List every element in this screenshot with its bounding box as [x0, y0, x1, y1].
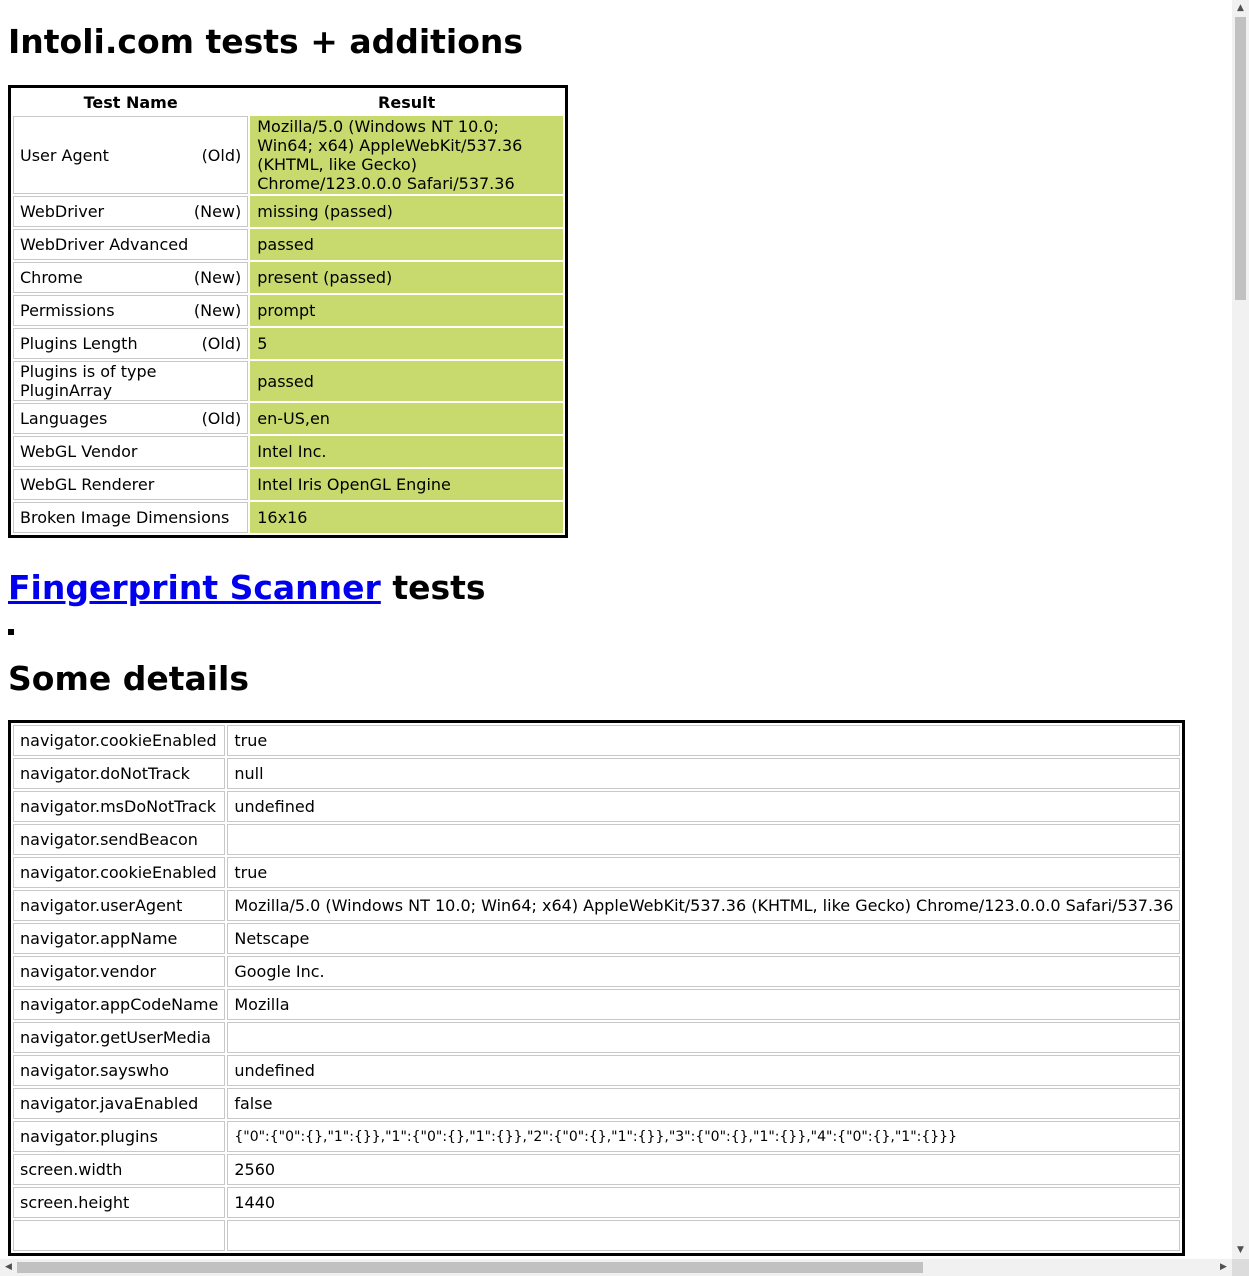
- table-row: [13, 1022, 1180, 1053]
- scroll-down-icon[interactable]: ▼: [1237, 1245, 1244, 1255]
- table-row: [13, 116, 563, 194]
- detail-key: navigator.getUserMedia: [13, 1022, 225, 1053]
- table-row: [13, 196, 563, 227]
- vertical-scrollbar[interactable]: [1232, 0, 1249, 1259]
- test-name: WebGL Renderer: [20, 475, 155, 494]
- table-row: [13, 923, 1180, 954]
- test-result: prompt: [250, 295, 563, 326]
- details-heading: Some details: [8, 659, 250, 698]
- table-row: [13, 502, 563, 533]
- detail-value: Mozilla: [227, 989, 1180, 1020]
- detail-value: true: [227, 725, 1180, 756]
- scroll-up-icon[interactable]: ▲: [1237, 3, 1244, 13]
- test-tag: (New): [193, 268, 242, 287]
- column-header-result: Result: [378, 92, 436, 112]
- detail-value: [227, 1220, 1180, 1251]
- test-name: WebDriver: [20, 202, 105, 221]
- detail-key: navigator.appCodeName: [13, 989, 225, 1020]
- test-name: Broken Image Dimensions: [20, 508, 230, 527]
- test-name: WebDriver Advanced: [20, 235, 189, 254]
- test-name: Languages: [20, 409, 108, 428]
- test-name: Plugins Length: [20, 334, 138, 353]
- table-row: [13, 229, 563, 260]
- detail-key: navigator.plugins: [13, 1121, 225, 1152]
- scroll-right-icon[interactable]: ▶: [1220, 1262, 1227, 1272]
- test-name: Plugins is of type PluginArray: [20, 362, 157, 400]
- horizontal-scroll-thumb[interactable]: [17, 1262, 923, 1273]
- table-row: [13, 1187, 1180, 1218]
- detail-value: Mozilla/5.0 (Windows NT 10.0; Win64; x64) AppleWebKit/537.36 (KHTML, like Gecko) Chrome/123.0.0.0 Safari/537.36: [227, 890, 1180, 921]
- table-row: [13, 758, 1180, 789]
- detail-value: Google Inc.: [227, 956, 1180, 987]
- detail-key: [13, 1220, 225, 1251]
- table-row: [13, 1055, 1180, 1086]
- test-tag: (New): [193, 301, 242, 320]
- fingerprint-scanner-link[interactable]: Fingerprint Scanner: [8, 568, 381, 607]
- test-result: passed: [250, 229, 563, 260]
- detail-value: false: [227, 1088, 1180, 1119]
- detail-key: navigator.sayswho: [13, 1055, 225, 1086]
- detail-key: navigator.cookieEnabled: [13, 725, 225, 756]
- test-tag: (Old): [201, 409, 242, 428]
- detail-value: true: [227, 857, 1180, 888]
- detail-value: 1440: [227, 1187, 1180, 1218]
- test-result: present (passed): [250, 262, 563, 293]
- table-row: [13, 989, 1180, 1020]
- test-name: WebGL Vendor: [20, 442, 138, 461]
- test-result: Intel Inc.: [250, 436, 563, 467]
- detail-value: undefined: [227, 791, 1180, 822]
- table-row: [13, 262, 563, 293]
- test-tag: (New): [193, 202, 242, 221]
- test-result: en-US,en: [250, 403, 563, 434]
- detail-key: navigator.appName: [13, 923, 225, 954]
- detail-key: navigator.javaEnabled: [13, 1088, 225, 1119]
- scroll-left-icon[interactable]: ◀: [5, 1262, 12, 1272]
- table-row: [13, 725, 1180, 756]
- detail-value: [227, 1022, 1180, 1053]
- detail-value: 2560: [227, 1154, 1180, 1185]
- table-row: [13, 1121, 1180, 1152]
- test-name: User Agent: [20, 145, 109, 165]
- column-header-test-name: Test Name: [83, 92, 178, 112]
- detail-value: null: [227, 758, 1180, 789]
- test-result: 16x16: [250, 502, 563, 533]
- table-row: [13, 1154, 1180, 1185]
- table-row: [13, 361, 563, 401]
- fingerprint-heading-suffix: tests: [380, 568, 486, 607]
- table-row: [13, 1220, 1180, 1251]
- test-result: passed: [250, 361, 563, 401]
- test-result: 5: [250, 328, 563, 359]
- detail-key: navigator.vendor: [13, 956, 225, 987]
- detail-value: {"0":{"0":{},"1":{}},"1":{"0":{},"1":{}},"2":{"0":{},"1":{}},"3":{"0":{},"1":{}},"4":{"0":{},"1":{}}}: [227, 1121, 1180, 1152]
- table-row: [13, 890, 1180, 921]
- detail-key: navigator.cookieEnabled: [13, 857, 225, 888]
- table-row: [13, 956, 1180, 987]
- details-table: [8, 720, 1185, 1256]
- test-name: Chrome: [20, 268, 83, 287]
- intoli-tests-table: [8, 85, 568, 538]
- table-row: [13, 1088, 1180, 1119]
- table-row: [13, 824, 1180, 855]
- scrollbar-corner: [1232, 1259, 1249, 1276]
- table-row: [13, 857, 1180, 888]
- detail-value: [227, 824, 1180, 855]
- vertical-scroll-thumb[interactable]: [1235, 17, 1246, 300]
- test-result: Mozilla/5.0 (Windows NT 10.0; Win64; x64) AppleWebKit/537.36 (KHTML, like Gecko) Chrome/123.0.0.0 Safari/537.36: [250, 116, 563, 194]
- table-row: [13, 328, 563, 359]
- table-row: [13, 403, 563, 434]
- fingerprint-heading: [8, 568, 486, 608]
- table-row: [13, 469, 563, 500]
- detail-key: navigator.msDoNotTrack: [13, 791, 225, 822]
- test-tag: (Old): [201, 334, 242, 353]
- detail-key: navigator.doNotTrack: [13, 758, 225, 789]
- table-row: [13, 436, 563, 467]
- list-bullet: [8, 629, 14, 635]
- table-row: [13, 791, 1180, 822]
- detail-value: undefined: [227, 1055, 1180, 1086]
- detail-key: screen.width: [13, 1154, 225, 1185]
- detail-key: navigator.sendBeacon: [13, 824, 225, 855]
- horizontal-scrollbar[interactable]: [0, 1259, 1232, 1276]
- detail-key: navigator.userAgent: [13, 890, 225, 921]
- detail-key: screen.height: [13, 1187, 225, 1218]
- test-result: Intel Iris OpenGL Engine: [250, 469, 563, 500]
- test-tag: (Old): [201, 145, 242, 165]
- detail-value: Netscape: [227, 923, 1180, 954]
- page-content: [8, 0, 1228, 1258]
- table-row: [13, 295, 563, 326]
- test-name: Permissions: [20, 301, 115, 320]
- test-result: missing (passed): [250, 196, 563, 227]
- page-title: Intoli.com tests + additions: [8, 22, 524, 61]
